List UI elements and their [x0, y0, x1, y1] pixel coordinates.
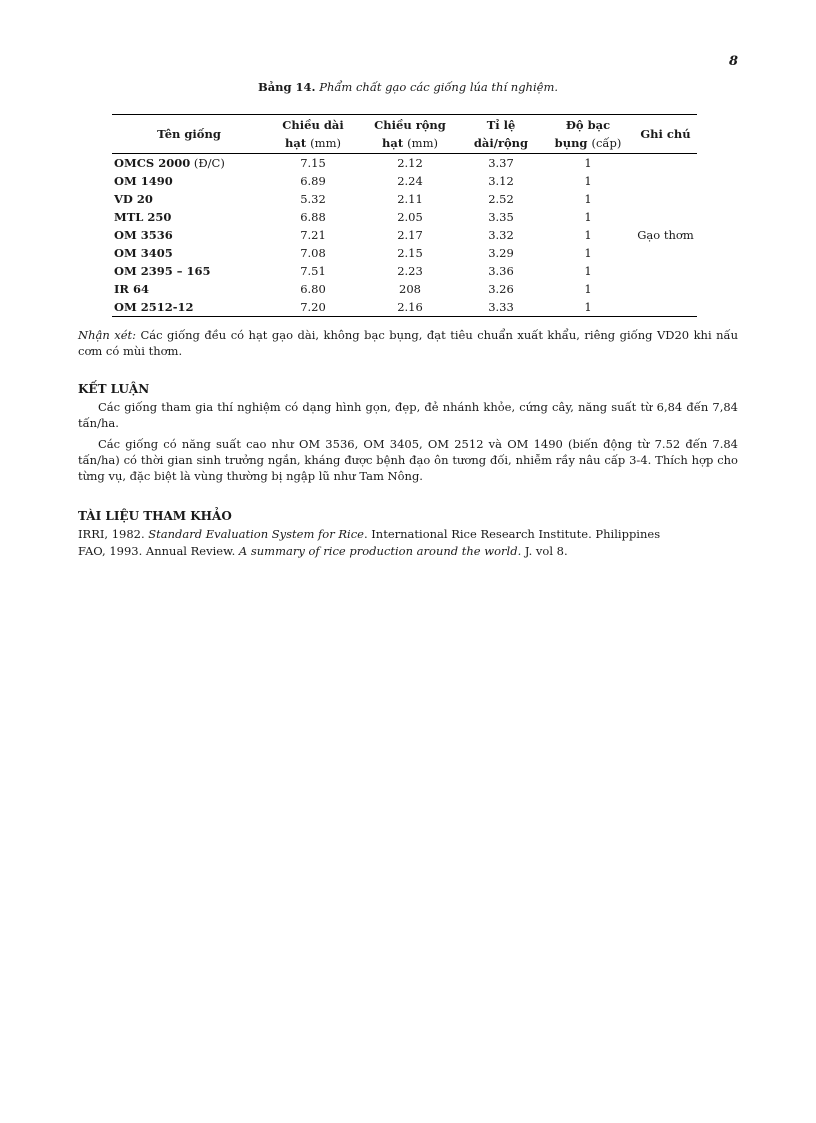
- reference-item: FAO, 1993. Annual Review. A summary of rice production around the world. J. vol 8.: [78, 544, 568, 558]
- cell-width: 2.17: [397, 227, 423, 242]
- references-heading: TÀI LIỆU THAM KHẢO: [78, 509, 232, 523]
- cell-ratio: 3.33: [488, 299, 514, 314]
- cell-variety: IR 64: [114, 281, 149, 296]
- cell-ratio: 3.35: [488, 209, 514, 224]
- cell-variety: OM 3536: [114, 227, 173, 242]
- cell-length: 7.15: [300, 155, 326, 170]
- conclusion-paragraph-2: Các giống có năng suất cao như OM 3536, OM 3405, OM 2512 và OM 1490 (biến động từ 7.52 đến 7.84 tấn/ha) có thời gian sinh trưởng ngắn, kháng được bệnh đạo ôn tương đối, nhiễm rầy nâu cấp 3-4. Thích hợp cho từng vụ, đặc biệt là vùng thường bị ngập lũ như Tam Nông.: [78, 437, 738, 483]
- cell-variety: OM 3405: [114, 245, 173, 260]
- table-row: [112, 298, 697, 317]
- conclusion-paragraph-1: Các giống tham gia thí nghiệm có dạng hình gọn, đẹp, đẻ nhánh khỏe, cứng cây, năng suất từ 6,84 đến 7,84 tấn/ha.: [78, 400, 738, 430]
- table-caption-text: Phẩm chất gạo các giống lúa thí nghiệm.: [319, 80, 559, 94]
- cell-width: 2.24: [397, 173, 423, 188]
- cell-chalkiness: 1: [584, 173, 592, 188]
- cell-variety: VD 20: [114, 191, 153, 206]
- cell-variety: OM 2395 – 165: [114, 263, 211, 278]
- header-width: Chiều rộng hạt (mm): [374, 118, 446, 150]
- cell-chalkiness: 1: [584, 191, 592, 206]
- reference-item: IRRI, 1982. Standard Evaluation System for Rice. International Rice Research Institute. Philippines: [78, 527, 661, 541]
- cell-chalkiness: 1: [584, 209, 592, 224]
- cell-chalkiness: 1: [584, 155, 592, 170]
- cell-note: Gạo thơm: [637, 227, 694, 242]
- remark-paragraph: [78, 327, 738, 359]
- table-row: [112, 244, 697, 262]
- header-name: Tên giống: [157, 127, 221, 141]
- cell-width: 2.11: [397, 191, 423, 206]
- table-row: [112, 226, 697, 244]
- header-length: Chiều dài hạt (mm): [282, 118, 344, 150]
- conclusion-heading: KẾT LUẬN: [78, 382, 150, 396]
- rice-quality-table: [112, 114, 697, 317]
- cell-width: 2.05: [397, 209, 423, 224]
- remark-text: Các giống đều có hạt gạo dài, không bạc bụng, đạt tiêu chuẩn xuất khẩu, riêng giống VD20 khi nấu cơm có mùi thơm.: [78, 328, 738, 358]
- header-ratio: Tỉ lệ dài/rộng: [473, 118, 529, 150]
- cell-length: 7.21: [300, 227, 326, 242]
- cell-ratio: 3.12: [488, 173, 514, 188]
- cell-ratio: 3.26: [488, 281, 514, 296]
- header-note: Ghi chú: [640, 127, 691, 141]
- cell-chalkiness: 1: [584, 245, 592, 260]
- cell-length: 6.89: [300, 173, 326, 188]
- cell-variety: MTL 250: [114, 209, 172, 224]
- cell-length: 6.80: [300, 281, 326, 296]
- table-row: [112, 208, 697, 226]
- header-chalkiness: Độ bạc bụng (cấp): [554, 118, 622, 150]
- cell-chalkiness: 1: [584, 299, 592, 314]
- cell-chalkiness: 1: [584, 263, 592, 278]
- table-caption-label: Bảng 14.: [257, 80, 316, 94]
- cell-chalkiness: 1: [584, 281, 592, 296]
- cell-width: 2.16: [397, 299, 423, 314]
- page-number: 8: [728, 54, 738, 69]
- remark-label: Nhận xét:: [78, 328, 136, 342]
- cell-width: 2.15: [397, 245, 423, 260]
- cell-length: 7.51: [300, 263, 326, 278]
- cell-length: 5.32: [300, 191, 326, 206]
- cell-ratio: 3.37: [488, 155, 514, 170]
- cell-variety: OMCS 2000 (Đ/C): [114, 155, 225, 170]
- cell-ratio: 3.29: [488, 245, 514, 260]
- cell-length: 7.20: [300, 299, 326, 314]
- table-row: [112, 280, 697, 298]
- cell-variety: OM 2512-12: [114, 299, 194, 314]
- cell-length: 6.88: [300, 209, 326, 224]
- table-caption: [0, 80, 816, 94]
- cell-ratio: 3.36: [488, 263, 514, 278]
- cell-width: 2.12: [397, 155, 423, 170]
- cell-width: 208: [399, 281, 421, 296]
- table-row: [112, 262, 697, 280]
- cell-chalkiness: 1: [584, 227, 592, 242]
- cell-ratio: 3.32: [488, 227, 514, 242]
- references-list: [78, 526, 738, 560]
- table-row: [112, 172, 697, 190]
- table-row: [112, 154, 697, 173]
- cell-length: 7.08: [300, 245, 326, 260]
- cell-ratio: 2.52: [488, 191, 514, 206]
- cell-variety: OM 1490: [114, 173, 173, 188]
- table-header-row: [112, 115, 697, 154]
- cell-width: 2.23: [397, 263, 423, 278]
- table-row: [112, 190, 697, 208]
